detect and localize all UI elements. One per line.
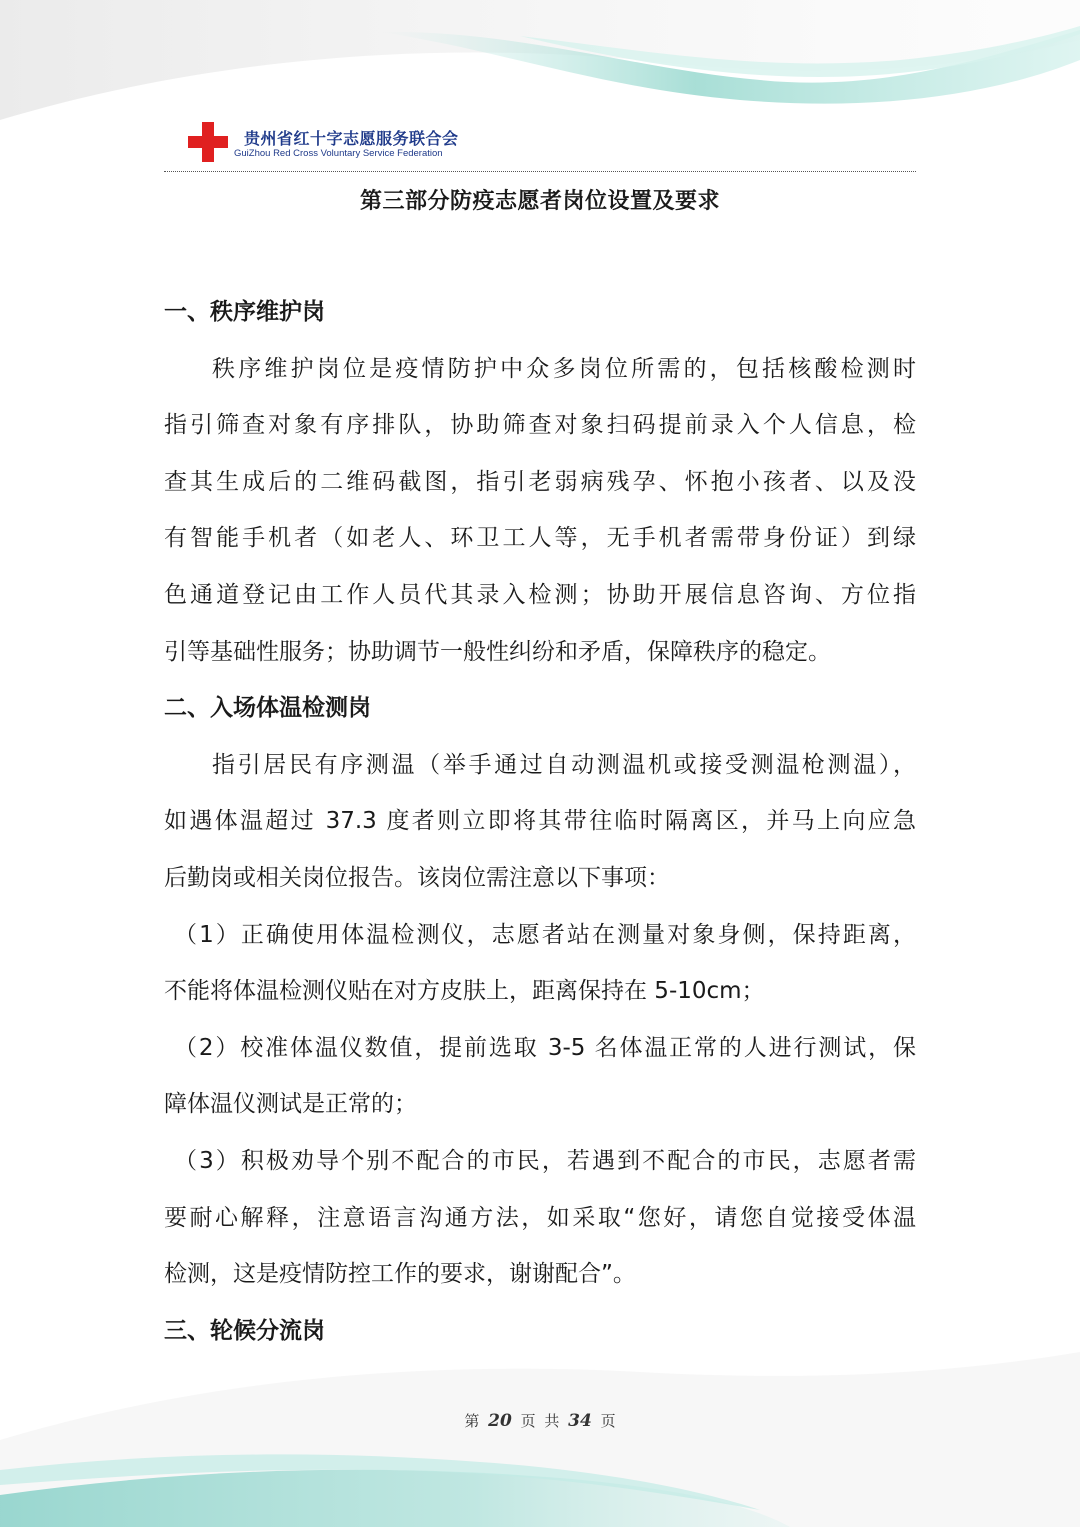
organization-logo: [188, 122, 488, 164]
total-pages-number: 34: [568, 1411, 592, 1431]
paragraph-line: 检测，这是疫情防控工作的要求，谢谢配合”。: [164, 1261, 636, 1288]
paragraph-line: 查其生成后的二维码截图，指引老弱病残孕、怀抱小孩者、以及没: [164, 468, 916, 495]
section-heading: 二、入场体温检测岗: [164, 695, 371, 722]
current-page-number: 20: [488, 1411, 512, 1431]
document-body: [164, 284, 916, 1359]
footer-prefix: 第: [464, 1412, 480, 1430]
paragraph-line: 有智能手机者（如老人、环卫工人等，无手机者需带身份证）到绿: [164, 525, 916, 552]
paragraph-line: 障体温仪测试是正常的；: [164, 1091, 417, 1118]
header-divider: [164, 171, 916, 172]
paragraph-line: 指引筛查对象有序排队，协助筛查对象扫码提前录入个人信息，检: [164, 412, 916, 439]
paragraph-line: （3）积极劝导个别不配合的市民，若遇到不配合的市民，志愿者需: [174, 1147, 916, 1174]
paragraph-line: 指引居民有序测温（举手通过自动测温机或接受测温枪测温），: [212, 751, 916, 778]
paragraph-line: 不能将体温检测仪贴在对方皮肤上，距离保持在 5-10cm；: [164, 978, 765, 1005]
paragraph-line: 要耐心解释，注意语言沟通方法，如采取“您好，请您自觉接受体温: [164, 1204, 916, 1231]
page-footer: [0, 1410, 1080, 1431]
red-cross-icon: [188, 122, 228, 162]
paragraph-line: 秩序维护岗位是疫情防护中众多岗位所需的，包括核酸检测时: [212, 355, 916, 382]
section-heading: 一、秩序维护岗: [164, 299, 325, 325]
footer-middle: 页 共: [520, 1412, 560, 1430]
paragraph-line: （1）正确使用体温检测仪，志愿者站在测量对象身侧，保持距离，: [174, 921, 916, 948]
paragraph-line: 色通道登记由工作人员代其录入检测；协助开展信息咨询、方位指: [164, 581, 916, 608]
paragraph-line: （2）校准体温仪数值，提前选取 3-5 名体温正常的人进行测试，保: [174, 1034, 916, 1061]
section-heading: 三、轮候分流岗: [164, 1317, 325, 1344]
footer-suffix: 页: [600, 1412, 616, 1430]
paragraph-line: 如遇体温超过 37.3 度者则立即将其带往临时隔离区，并马上向应急: [164, 808, 916, 835]
org-name-chinese: 贵州省红十字志愿服务联合会: [244, 129, 459, 148]
org-name-english: GuiZhou Red Cross Voluntary Service Federation: [234, 148, 443, 159]
document-title: 第三部分防疫志愿者岗位设置及要求: [359, 189, 720, 214]
paragraph-line: 引等基础性服务；协助调节一般性纠纷和矛盾，保障秩序的稳定。: [164, 638, 831, 665]
paragraph-line: 后勤岗或相关岗位报告。该岗位需注意以下事项：: [164, 864, 670, 891]
